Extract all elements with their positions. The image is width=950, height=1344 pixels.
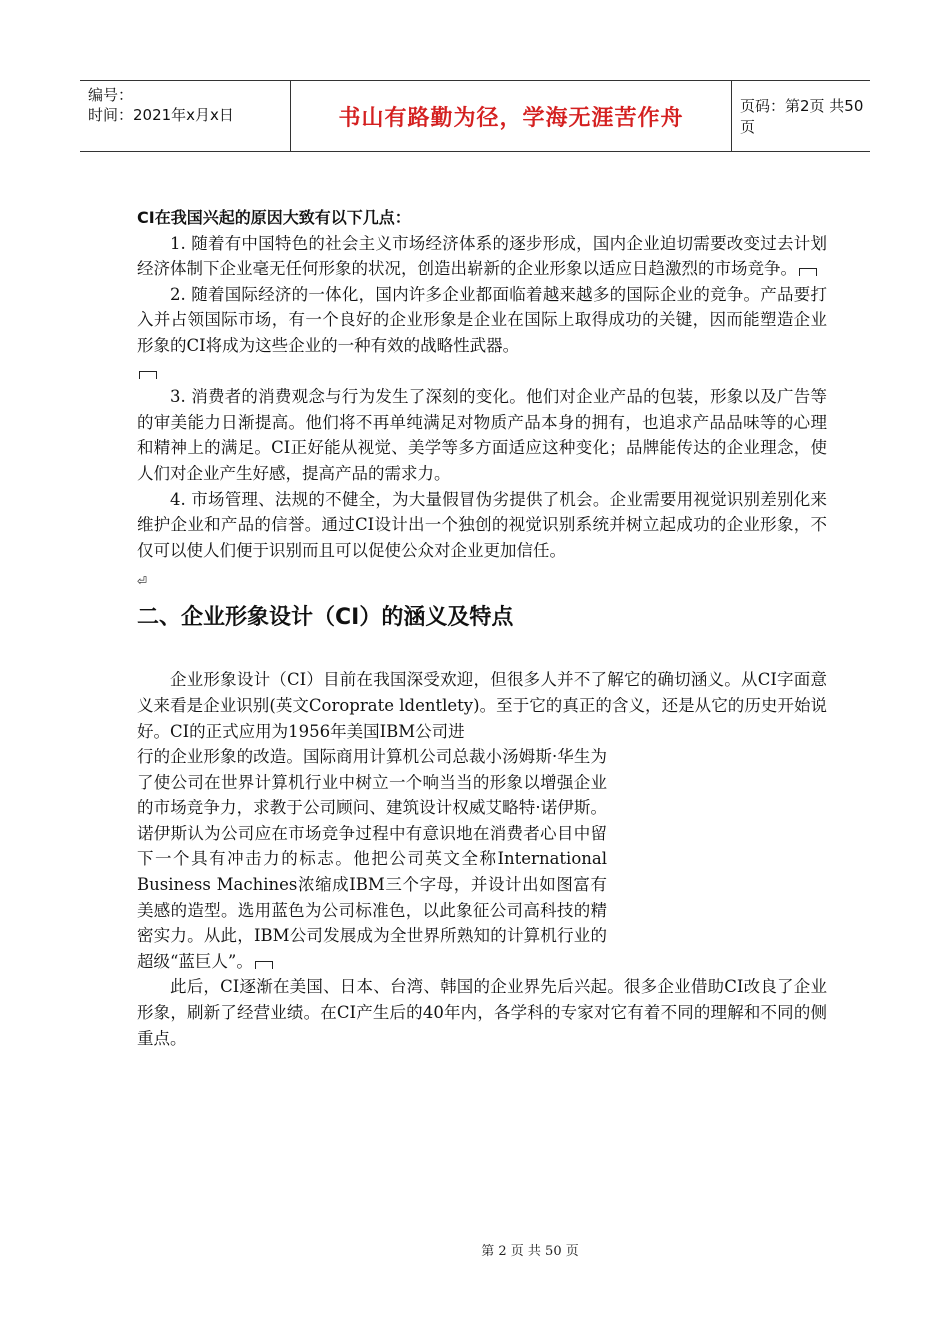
section2-para1-wrapped [137,744,607,974]
page-footer: 第 2 页 共 50 页 [481,1244,579,1259]
header-motto: 书山有路勤为径，学海无涯苦作舟 [290,81,732,151]
point-4 [137,487,827,564]
point-4-text: 4. 市场管理、法规的不健全，为大量假冒伪劣提供了机会。企业需要用视觉识别差别化来维护企业和产品的信誉。通过CI设计出一个独创的视觉识别系统并树立起成功的企业形象，不仅可以使人们便于识别而且可以促使公众对企业更加信任。 [137,489,827,560]
section2-para1-wrapped-text: 行的企业形象的改造。国际商用计算机公司总裁小汤姆斯·华生为了使公司在世界计算机行业中树立一个响当当的形象以增强企业的市场竞争力，求教于公司顾问、建筑设计权威艾略特·诺伊斯。诺伊斯认为公司应在市场竞争过程中有意识地在消费者心目中留下一个具有冲击力的标志。他把公司英文全称International Business Machines浓缩成IBM三个字母，并设计出如图富有美感的造型。选用蓝色为公司标准色，以此象征公司高科技的精密实力。从此，IBM公司发展成为全世界所熟知的计算机行业的超级“蓝巨人”。 [137,747,607,971]
point-3 [137,384,827,486]
paragraph-mark-icon [137,573,827,589]
point-3-text: 3. 消费者的消费观念与行为发生了深刻的变化。他们对企业产品的包装，形象以及广告等的审美能力日渐提高。他们将不再单纯满足对物质产品本身的拥有，也追求产品品味等的心理和精神上的满足。CI正好能从视觉、美学等多方面适应这种变化；品牌能传达的企业理念，使人们对企业产生好感，提高产品的需求力。 [137,387,827,483]
return-mark-icon [799,268,817,276]
header-number-label: 编号： [88,86,134,104]
return-mark-icon [255,961,273,969]
section2-heading: 二、企业形象设计（CI）的涵义及特点 [137,605,514,631]
paragraph-mark-glyph: ⏎ [137,574,148,589]
header-time-label: 时间：2021年x月x日 [88,106,234,124]
page-header [80,80,870,152]
section1-intro: CI在我国兴起的原因大致有以下几点： [137,208,411,227]
point-2-text: 2. 随着国际经济的一体化，国内许多企业都面临着越来越多的国际企业的竞争。产品要打入并占领国际市场，有一个良好的企业形象是企业在国际上取得成功的关键，因而能塑造企业形象的CI将成为这些企业的一种有效的战略性武器。 [137,284,827,355]
point-2-mark-line [137,359,827,385]
header-meta [88,85,288,125]
point-1 [137,231,827,282]
point-1-text: 1. 随着有中国特色的社会主义市场经济体系的逐步形成，国内企业迫切需要改变过去计划经济体制下企业毫无任何形象的状况，创造出崭新的企业形象以适应日趋激烈的市场竞争。 [137,233,827,279]
return-mark-icon [139,371,157,379]
document-body [137,205,827,1051]
section2-para2: 此后，CI逐渐在美国、日本、台湾、韩国的企业界先后兴起。很多企业借助CI改良了企业形象，刷新了经营业绩。在CI产生后的40年内，各学科的专家对它有着不同的理解和不同的侧重点。 [137,977,827,1048]
section2-para1: 企业形象设计（CI）目前在我国深受欢迎，但很多人并不了解它的确切涵义。从CI字面意义来看是企业识别(英文Coroprate ldentlety)。至于它的真正的含义，还是从它的历史开始说好。CI的正式应用为1956年美国IBM公司进 [137,670,827,741]
header-page-label: 页码：第2页 共50页 [740,97,864,136]
point-2 [137,282,827,359]
